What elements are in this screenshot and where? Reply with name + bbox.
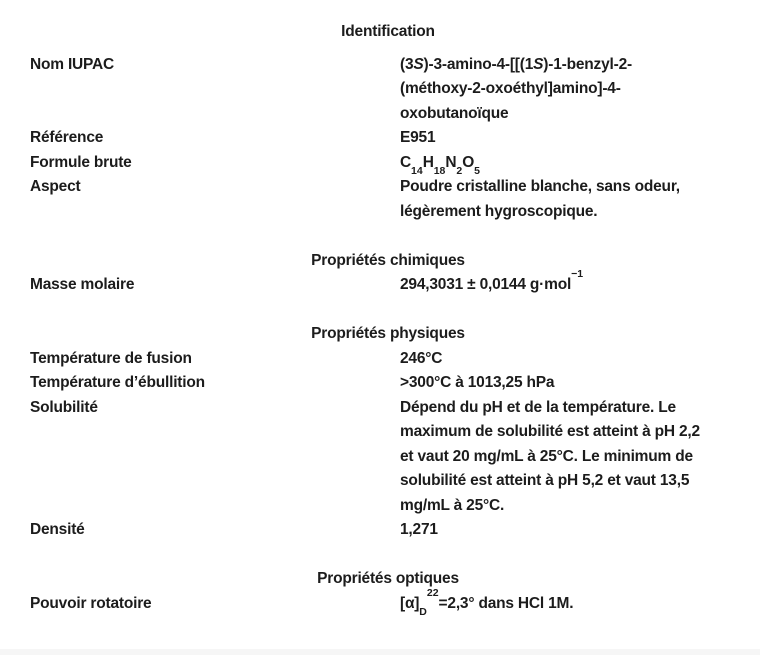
property-value — [400, 518, 740, 543]
value-segment: E951 — [400, 129, 436, 146]
value-segment: H — [422, 153, 434, 171]
value-segment: 18 — [433, 164, 446, 177]
value-segment: =2,3° dans HCl 1M. — [438, 594, 574, 612]
value-line — [400, 396, 740, 421]
value-segment: 5 — [474, 164, 480, 177]
value-line — [400, 175, 740, 200]
value-segment: )-3-amino-4-[[(1 — [423, 55, 534, 73]
section-header: Propriétés optiques — [317, 570, 459, 587]
section-rows — [0, 347, 760, 543]
property-label: Aspect — [30, 178, 81, 195]
value-segment: C — [400, 153, 411, 171]
property-section — [0, 249, 760, 298]
property-label: Pouvoir rotatoire — [30, 594, 152, 612]
property-value — [400, 53, 740, 127]
value-segment: [α] — [400, 594, 420, 612]
value-line — [400, 469, 740, 494]
value-segment: Dépend du pH et de la température. Le — [400, 398, 676, 416]
value-line — [400, 126, 740, 151]
property-value — [400, 126, 740, 151]
value-segment: >300°C à 1013,25 hPa — [400, 374, 555, 391]
value-line — [400, 518, 740, 543]
property-value — [400, 347, 740, 372]
value-segment: mg/mL à 25°C. — [400, 496, 505, 514]
section-rows — [0, 268, 760, 298]
value-segment: Poudre cristalline blanche, sans odeur, — [400, 178, 680, 195]
property-section — [0, 322, 760, 543]
value-line — [400, 268, 740, 298]
property-row — [0, 268, 760, 298]
property-label: Densité — [30, 521, 85, 538]
property-row — [0, 518, 760, 543]
value-segment: 1,271 — [400, 521, 438, 538]
value-segment: (3 — [400, 55, 414, 73]
property-row — [0, 53, 760, 127]
value-segment: maximum de solubilité est atteint à pH 2,2 — [400, 423, 700, 440]
properties-table — [0, 20, 760, 616]
value-segment: S — [533, 55, 544, 73]
property-label: Solubilité — [30, 398, 98, 416]
value-segment: D — [419, 605, 427, 618]
property-label: Nom IUPAC — [30, 55, 115, 73]
value-line — [400, 371, 740, 396]
property-value — [400, 371, 740, 396]
property-label: Température de fusion — [30, 349, 192, 367]
property-value — [400, 586, 740, 618]
section-header: Propriétés physiques — [311, 325, 465, 342]
property-row — [0, 586, 760, 618]
value-line — [400, 420, 740, 445]
value-segment: solubilité est atteint à pH 5,2 et vaut 13,5 — [400, 472, 690, 489]
value-line — [400, 53, 740, 78]
value-segment: O — [462, 153, 475, 171]
property-section — [0, 20, 760, 224]
page-bottom-edge — [0, 649, 760, 655]
section-rows — [0, 586, 760, 618]
value-segment: N — [445, 153, 457, 171]
value-line — [400, 102, 740, 127]
value-line — [400, 151, 740, 176]
value-line — [400, 494, 740, 519]
value-segment: légèrement hygroscopique. — [400, 202, 598, 220]
property-value — [400, 396, 740, 519]
property-section — [0, 567, 760, 616]
section-header: Identification — [341, 23, 435, 40]
section-rows — [0, 53, 760, 225]
value-segment: −1 — [571, 268, 584, 281]
property-row — [0, 175, 760, 224]
value-segment: (méthoxy-2-oxoéthyl]amino]-4- — [400, 80, 621, 97]
property-row — [0, 347, 760, 372]
property-row — [0, 371, 760, 396]
property-label: Masse molaire — [30, 276, 135, 293]
value-segment: 22 — [426, 586, 439, 599]
property-row — [0, 126, 760, 151]
property-row — [0, 151, 760, 176]
value-line — [400, 586, 740, 618]
section-header: Propriétés chimiques — [311, 251, 465, 269]
value-line — [400, 200, 740, 225]
value-segment: et vaut 20 mg/mL à 25°C. Le minimum de — [400, 447, 693, 465]
value-line — [400, 347, 740, 372]
property-label: Formule brute — [30, 153, 132, 171]
value-segment: 294,3031 ± 0,0144 g·mol — [400, 276, 572, 293]
value-line — [400, 445, 740, 470]
property-row — [0, 396, 760, 519]
value-segment: )-1-benzyl-2- — [543, 55, 632, 73]
value-segment: 246°C — [400, 349, 443, 367]
value-segment: S — [413, 55, 424, 73]
value-line — [400, 77, 740, 102]
property-label: Référence — [30, 129, 104, 146]
value-segment: 2 — [456, 164, 463, 177]
property-value — [400, 151, 740, 176]
property-value — [400, 268, 740, 298]
value-segment: 14 — [411, 164, 423, 177]
property-value — [400, 175, 740, 224]
property-label: Température d’ébullition — [30, 374, 205, 391]
value-segment: oxobutanoïque — [400, 104, 509, 122]
